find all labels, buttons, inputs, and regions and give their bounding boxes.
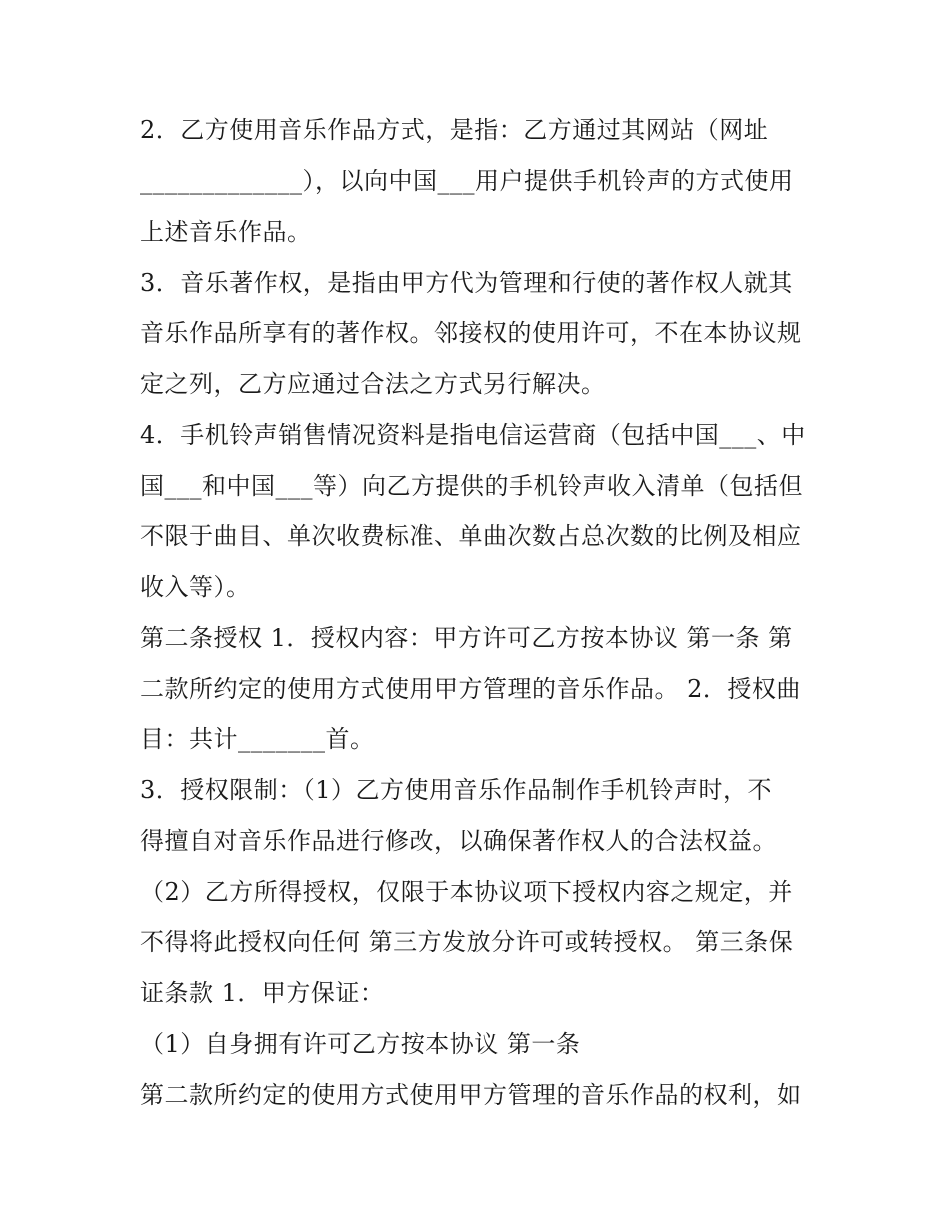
text-line: 上述音乐作品。 bbox=[140, 218, 312, 246]
text-line: 第二条授权 1．授权内容：甲方许可乙方按本协议 第一条 第 bbox=[140, 624, 793, 652]
text-line: 不得将此授权向任何 第三方发放分许可或转授权。 第三条保 bbox=[140, 928, 794, 956]
text-line: 定之列，乙方应通过合法之方式另行解决。 bbox=[140, 370, 606, 398]
text-line: 国___和中国___等）向乙方提供的手机铃声收入清单（包括但 bbox=[140, 472, 803, 500]
text-line: 4．手机铃声销售情况资料是指电信运营商（包括中国___、中 bbox=[140, 421, 806, 449]
text-line: 2．乙方使用音乐作品方式，是指：乙方通过其网站（网址 bbox=[140, 116, 769, 144]
text-line: 音乐作品所享有的著作权。邻接权的使用许可，不在本协议规 bbox=[140, 319, 802, 347]
text-line: 3．授权限制：（1）乙方使用音乐作品制作手机铃声时，不 bbox=[140, 776, 773, 804]
text-line: 不限于曲目、单次收费标准、单曲次数占总次数的比例及相应 bbox=[140, 522, 802, 550]
text-line: _____________），以向中国___用户提供手机铃声的方式使用 bbox=[140, 167, 794, 195]
text-line: 证条款 1．甲方保证： bbox=[140, 979, 385, 1007]
text-line: 收入等）。 bbox=[140, 573, 251, 601]
text-line: 二款所约定的使用方式使用甲方管理的音乐作品。 2．授权曲 bbox=[140, 675, 801, 703]
text-line: （1）自身拥有许可乙方按本协议 第一条 bbox=[140, 1030, 581, 1058]
text-line: （2）乙方所得授权，仅限于本协议项下授权内容之规定，并 bbox=[140, 878, 793, 906]
text-line: 目：共计_______首。 bbox=[140, 725, 375, 753]
text-line: 3．音乐著作权，是指由甲方代为管理和行使的著作权人就其 bbox=[140, 269, 793, 297]
text-line: 得擅自对音乐作品进行修改，以确保著作权人的合法权益。 bbox=[140, 827, 777, 855]
text-line: 第二款所约定的使用方式使用甲方管理的音乐作品的权利，如 bbox=[140, 1081, 802, 1109]
